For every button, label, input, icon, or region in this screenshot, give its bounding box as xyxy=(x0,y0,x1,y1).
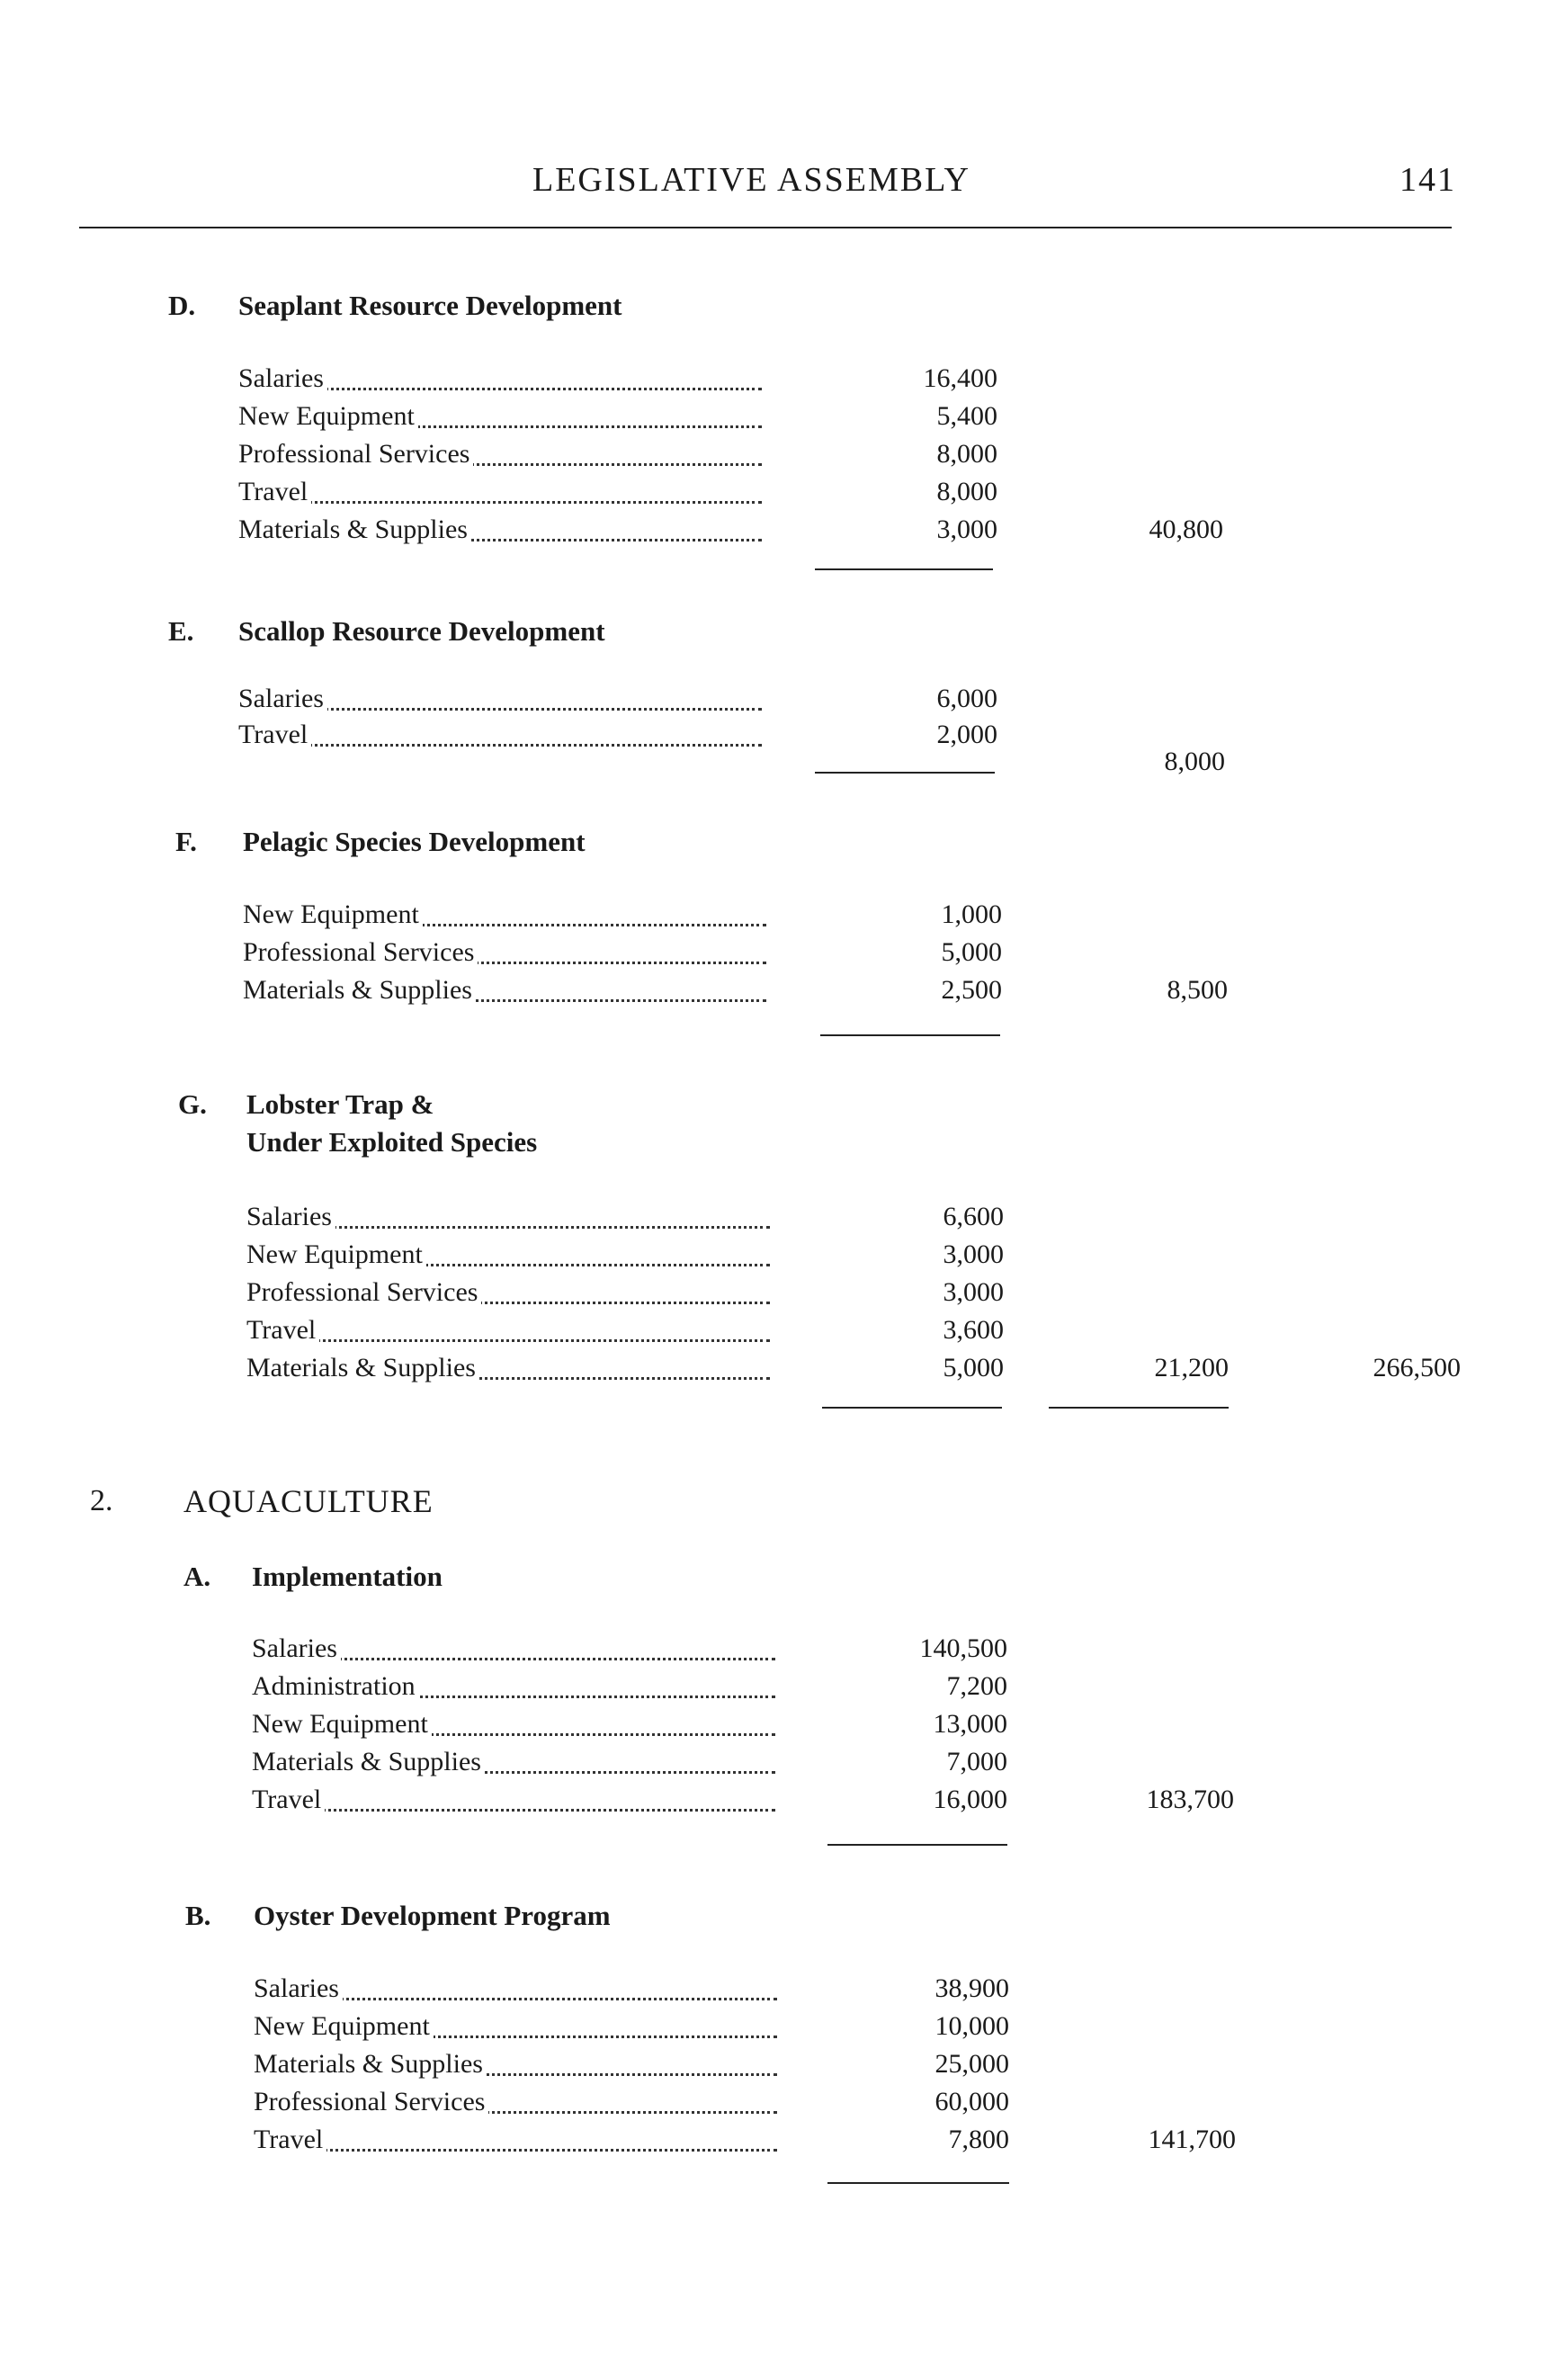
section-letter: A. xyxy=(183,1561,211,1592)
line-item: Travel xyxy=(238,720,762,756)
header-rule xyxy=(79,227,1452,228)
section-subtotal: 183,700 xyxy=(1146,1785,1234,1814)
section-subtotal: 21,200 xyxy=(1154,1353,1229,1382)
page-number: 141 xyxy=(1400,161,1456,199)
sum-line xyxy=(1049,1407,1229,1409)
item-amount: 3,600 xyxy=(943,1315,1004,1345)
part-title: AQUACULTURE xyxy=(183,1483,434,1519)
section-title-line-2: Under Exploited Species xyxy=(246,1126,538,1158)
sum-line xyxy=(827,1844,1007,1846)
item-amount: 8,000 xyxy=(936,439,997,469)
section-letter: G. xyxy=(178,1088,207,1120)
sum-line xyxy=(815,568,993,570)
line-item: New Equipment xyxy=(254,2011,777,2047)
section-letter: D. xyxy=(168,290,196,321)
item-amount: 7,200 xyxy=(946,1671,1007,1701)
sum-line xyxy=(822,1407,1002,1409)
line-item: New Equipment xyxy=(243,899,766,935)
line-item: Travel xyxy=(246,1315,770,1351)
section-subtotal: 141,700 xyxy=(1148,2125,1236,2154)
item-amount: 6,000 xyxy=(936,684,997,713)
item-amount: 5,400 xyxy=(936,401,997,431)
item-amount: 2,000 xyxy=(936,720,997,749)
page-title: LEGISLATIVE ASSEMBLY xyxy=(532,161,970,199)
line-item: Materials & Supplies xyxy=(246,1353,770,1389)
line-item: Professional Services xyxy=(254,2087,777,2123)
item-amount: 25,000 xyxy=(935,2049,1009,2079)
section-title: Implementation xyxy=(252,1561,443,1592)
group-total: 266,500 xyxy=(1373,1353,1461,1382)
line-item: Materials & Supplies xyxy=(243,975,766,1011)
section-title: Pelagic Species Development xyxy=(243,826,586,857)
item-amount: 3,000 xyxy=(936,514,997,544)
section-letter: F. xyxy=(175,826,197,857)
line-item: Materials & Supplies xyxy=(254,2049,777,2085)
item-amount: 7,800 xyxy=(948,2125,1009,2154)
section-letter: E. xyxy=(168,615,194,647)
item-amount: 16,400 xyxy=(923,363,997,393)
item-amount: 3,000 xyxy=(943,1239,1004,1269)
item-amount: 2,500 xyxy=(941,975,1002,1005)
item-amount: 38,900 xyxy=(935,1973,1009,2003)
section-subtotal: 40,800 xyxy=(1149,514,1223,544)
line-item: Administration xyxy=(252,1671,775,1707)
item-amount: 10,000 xyxy=(935,2011,1009,2041)
section-title-line-1: Lobster Trap & xyxy=(246,1088,434,1120)
item-amount: 3,000 xyxy=(943,1277,1004,1307)
line-item: Travel xyxy=(252,1785,775,1821)
line-item: Salaries xyxy=(238,684,762,720)
section-subtotal: 8,500 xyxy=(1167,975,1228,1005)
sum-line xyxy=(820,1034,1000,1036)
section-letter: B. xyxy=(185,1900,211,1931)
line-item: Travel xyxy=(238,477,762,513)
item-amount: 8,000 xyxy=(936,477,997,506)
section-title: Scallop Resource Development xyxy=(238,615,605,647)
line-item: New Equipment xyxy=(252,1709,775,1745)
item-amount: 140,500 xyxy=(919,1633,1007,1663)
item-amount: 60,000 xyxy=(935,2087,1009,2116)
item-amount: 7,000 xyxy=(946,1747,1007,1776)
line-item: Salaries xyxy=(254,1973,777,2009)
item-amount: 1,000 xyxy=(941,899,1002,929)
line-item: Professional Services xyxy=(238,439,762,475)
line-item: Materials & Supplies xyxy=(252,1747,775,1783)
item-amount: 5,000 xyxy=(941,937,1002,967)
section-title: Oyster Development Program xyxy=(254,1900,611,1931)
line-item: Salaries xyxy=(238,363,762,399)
sum-line xyxy=(827,2182,1009,2184)
line-item: New Equipment xyxy=(246,1239,770,1275)
item-amount: 5,000 xyxy=(943,1353,1004,1382)
item-amount: 13,000 xyxy=(933,1709,1007,1739)
item-amount: 6,600 xyxy=(943,1202,1004,1231)
line-item: Salaries xyxy=(252,1633,775,1669)
section-title: Seaplant Resource Development xyxy=(238,290,622,321)
line-item: New Equipment xyxy=(238,401,762,437)
item-amount: 16,000 xyxy=(933,1785,1007,1814)
sum-line xyxy=(815,772,995,774)
line-item: Professional Services xyxy=(243,937,766,973)
section-subtotal: 8,000 xyxy=(1164,747,1225,776)
part-number: 2. xyxy=(90,1484,113,1517)
line-item: Materials & Supplies xyxy=(238,514,762,550)
line-item: Professional Services xyxy=(246,1277,770,1313)
line-item: Salaries xyxy=(246,1202,770,1238)
line-item: Travel xyxy=(254,2125,777,2161)
